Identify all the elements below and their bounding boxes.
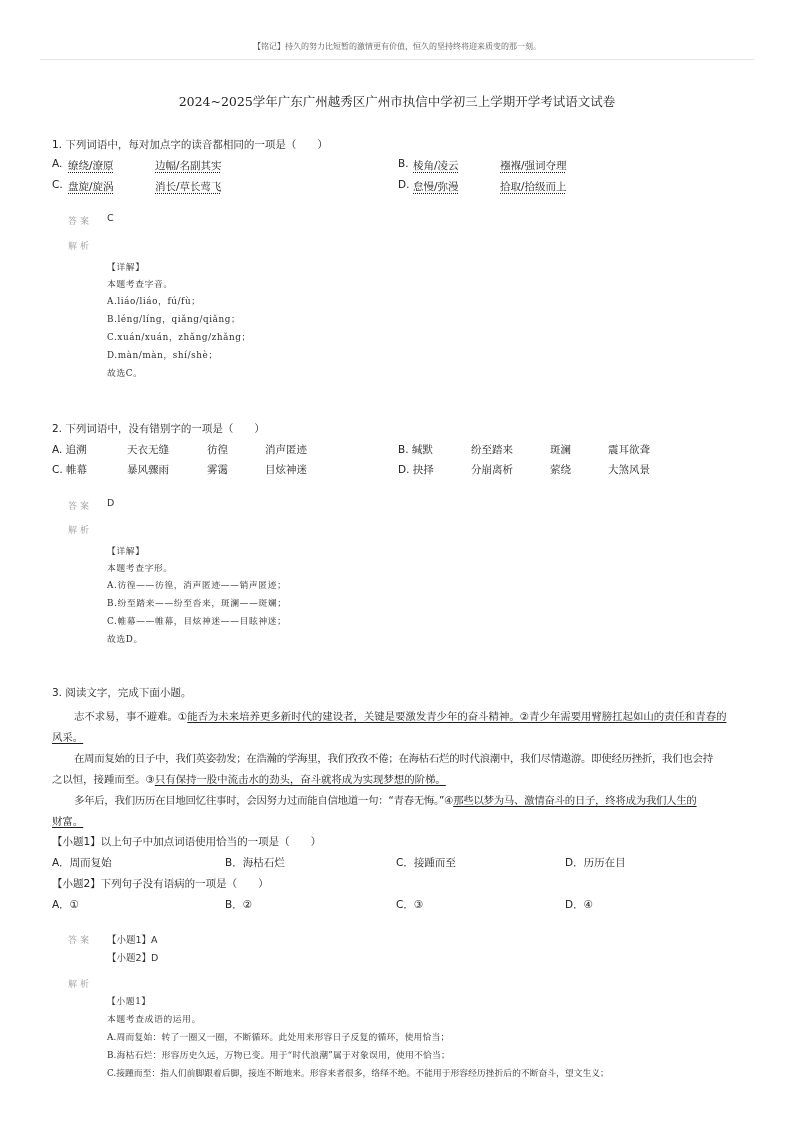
q1-option-a-word2: 边幅/名副其实 [155, 160, 222, 172]
q3-passage-line [74, 708, 726, 723]
q3-analysis-label: 解析 [68, 980, 93, 990]
q3-sentence-2: ②青少年需要用臂膀扛起如山的责任和青春的 [519, 711, 727, 723]
q3-sub2-option-b: B．② [225, 899, 253, 911]
q2-option-d-word4: 大煞风景 [608, 464, 650, 476]
q1-option-b-word1: 棱角/凌云 [413, 160, 459, 172]
q1-analysis-label: 解析 [68, 242, 93, 252]
q2-answer-label: 答案 [68, 502, 93, 512]
q2-stem: 2. 下列词语中，没有错别字的一项是（ ） [52, 423, 265, 435]
q2-answer-value: D [107, 498, 115, 509]
q2-option-b-word4: 震耳欲聋 [608, 444, 650, 456]
q2-explanation-line: A.彷徨——彷徨，消声匿迹——销声匿迹； [107, 581, 287, 591]
q2-option-c-word1: C. 帷幕 [52, 464, 88, 476]
q2-analysis-label: 解析 [68, 526, 93, 536]
q1-answer-value: C [107, 213, 114, 224]
page-motto: 【铭记】持久的努力比短暂的激情更有价值，恒久的坚持终将迎来质变的那一刻。 [253, 42, 541, 51]
q2-option-d-word3: 萦绕 [550, 464, 571, 476]
q2-option-a-word4: 消声匿迹 [265, 444, 307, 456]
q2-option-b-word2: 纷至踏来 [471, 444, 513, 456]
q3-answer-line: 【小题1】A [107, 935, 158, 946]
q3-answer-label: 答案 [68, 936, 93, 946]
q3-passage-text: 之以恒，接踵而至。③ [52, 774, 155, 786]
q3-passage-line: 在周而复始的日子中，我们英姿勃发；在浩瀚的学海里，我们孜孜不倦；在海枯石烂的时代浪潮中，我们尽情遨游。即使经历挫折，我们也会持 [74, 753, 713, 765]
q1-explanation-line: A.liáo/liáo，fú/fù； [107, 297, 201, 307]
q3-sentence-4-end: 财富。 [52, 816, 84, 828]
q1-explanation-line: 本题考查字音。 [107, 280, 173, 290]
q3-sub1-stem: 【小题1】以上句子中加点词语使用恰当的一项是（ ） [52, 836, 322, 848]
q1-explanation-line: C.xuán/xuán，zhǎng/zhǎng； [107, 333, 251, 343]
q1-option-b-word2: 襁褓/强词夺理 [500, 160, 567, 172]
q3-sub2-option-c: C．③ [396, 899, 424, 911]
q2-option-a-word1: A. 追溯 [52, 444, 87, 456]
q1-option-c-word2: 消长/草长莺飞 [155, 181, 222, 193]
q3-sub2-option-a: A．① [52, 899, 80, 911]
q2-option-b-word1: B. 缄默 [398, 444, 433, 456]
q2-option-c-word4: 目炫神迷 [265, 464, 307, 476]
q3-explanation-line: C.接踵而至：指人们前脚跟着后脚，接连不断地来。形容来者很多，络绎不绝。不能用于形容经历挫折后的不断奋斗，望文生义； [107, 1069, 609, 1079]
q3-sentence-3: 只有保持一股中流击水的劲头，奋斗就将成为实现梦想的阶梯。 [154, 774, 446, 786]
q3-explanation-line: 本题考查成语的运用。 [107, 1015, 201, 1025]
q3-explanation-line: A.周而复始：转了一圈又一圈，不断循环。此处用来形容日子反复的循环，使用恰当； [107, 1033, 450, 1043]
q3-passage-text: 多年后，我们历历在目地回忆往事时，会因努力过而能自信地道一句：“青春无悔。”④ [74, 795, 454, 807]
q1-option-a-tag: A. [52, 158, 63, 170]
q2-explanation-line: B.纷至踏来——纷至沓来，斑澜——斑斓； [107, 599, 287, 609]
q3-explanation-line: 【小题1】 [107, 997, 151, 1007]
page-title: 2024~2025学年广东广州越秀区广州市执信中学初三上学期开学考试语文试卷 [178, 94, 616, 109]
header-divider [40, 59, 754, 60]
q2-option-a-word3: 彷徨 [207, 444, 228, 456]
q1-explanation-line: 【详解】 [107, 263, 145, 273]
q2-option-d-word2: 分崩离析 [471, 464, 513, 476]
q1-option-c-word1: 盘旋/旋涡 [68, 181, 114, 193]
q3-sub2-stem: 【小题2】下列句子没有语病的一项是（ ） [52, 878, 269, 890]
q2-option-b-word3: 斑澜 [550, 444, 571, 456]
q1-explanation-line: D.màn/màn，shí/shè； [107, 351, 218, 361]
q3-sentence-1: 能否为未来培养更多新时代的建设者，关键是要激发青少年的奋斗精神。 [187, 711, 520, 723]
q1-explanation-line: 故选C。 [107, 369, 143, 379]
q2-explanation-line: 【详解】 [107, 547, 145, 557]
q3-passage-line [52, 771, 446, 786]
q2-explanation-line: C.帷幕——帷幕，目炫神迷——目眩神迷； [107, 617, 287, 627]
q2-option-c-word2: 暴风骤雨 [127, 464, 169, 476]
q3-sentence-4: 那些以梦为马、激情奋斗的日子，终将成为我们人生的 [453, 795, 697, 807]
q3-sub1-option-d: D．历历在目 [565, 857, 626, 869]
q3-answer-line: 【小题2】D [107, 953, 159, 964]
q3-sentence-2-end: 风采。 [52, 732, 84, 744]
q1-explanation-line: B.léng/líng，qiǎng/qiǎng； [107, 315, 241, 325]
q1-option-a-word1: 缭绕/潦原 [68, 160, 114, 172]
q3-passage-text: 志不求易，事不避难。① [74, 711, 188, 723]
q1-option-c-tag: C. [52, 179, 63, 191]
q1-option-d-word1: 怠慢/弥漫 [413, 181, 459, 193]
q3-sub1-option-b: B．海枯石烂 [225, 857, 285, 869]
q3-explanation-line: B.海枯石烂：形容历史久远，万物已变。用于“时代浪潮”属于对象误用，使用不恰当； [107, 1051, 450, 1061]
q2-option-a-word2: 天衣无缝 [127, 444, 169, 456]
q3-sub1-option-a: A．周而复始 [52, 857, 112, 869]
q3-sub2-option-d: D．④ [565, 899, 593, 911]
q3-stem: 3. 阅读文字，完成下面小题。 [52, 687, 192, 699]
q3-sub1-option-c: C．接踵而至 [396, 857, 456, 869]
q1-stem: 1. 下列词语中，每对加点字的读音都相同的一项是（ ） [52, 139, 328, 151]
q2-option-c-word3: 雾霭 [207, 464, 228, 476]
q3-passage-line [74, 792, 697, 807]
q1-option-d-tag: D. [398, 179, 410, 191]
q2-option-d-word1: D. 抉择 [398, 464, 434, 476]
q2-explanation-line: 本题考查字形。 [107, 564, 173, 574]
q1-answer-label: 答案 [68, 217, 93, 227]
q1-option-b-tag: B. [398, 158, 409, 170]
q2-explanation-line: 故选D。 [107, 635, 143, 645]
q1-option-d-word2: 拾取/拾级而上 [500, 181, 567, 193]
